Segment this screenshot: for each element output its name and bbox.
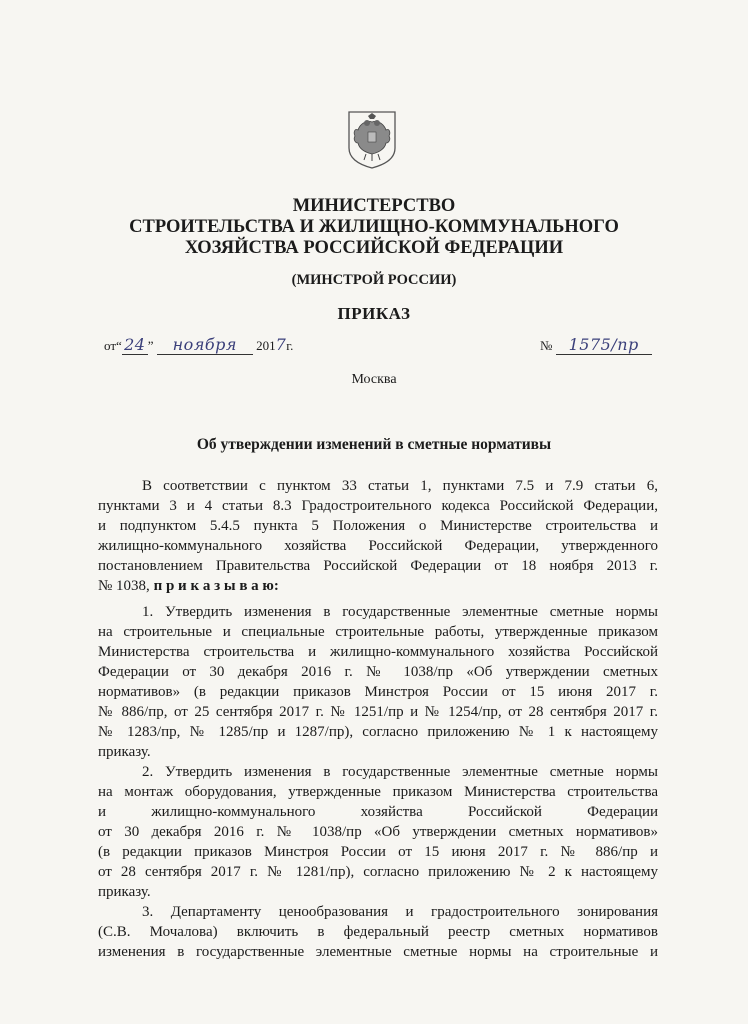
item-line: 2. Утвердить изменения в государственные элементные сметные нормы bbox=[142, 764, 658, 780]
ministry-line: ХОЗЯЙСТВА РОССИЙСКОЙ ФЕДЕРАЦИИ bbox=[184, 238, 564, 258]
preamble-last-start: № 1038, bbox=[98, 578, 150, 594]
date-day-field bbox=[122, 335, 148, 355]
preamble bbox=[98, 476, 658, 596]
item-line: 1. Утвердить изменения в государственные элементные сметные нормы bbox=[142, 604, 658, 620]
coat-of-arms-emblem-icon bbox=[346, 108, 398, 170]
preamble-last-line bbox=[98, 576, 658, 596]
order-subject: Об утверждении изменений в сметные нормативы bbox=[196, 436, 552, 453]
item-line: на строительные и специальные строительные работы, утвержденные приказом bbox=[98, 624, 658, 640]
ministry-line: СТРОИТЕЛЬСТВА И ЖИЛИЩНО-КОММУНАЛЬНОГО bbox=[129, 217, 619, 237]
item-line: Министерства строительства и жилищно-коммунального хозяйства Российской bbox=[98, 644, 658, 660]
order-verb: п р и к а з ы в а ю: bbox=[153, 578, 279, 594]
document-type: ПРИКАЗ bbox=[337, 304, 411, 323]
item-line: и жилищно-коммунального хозяйства Российской Федерации bbox=[98, 804, 658, 820]
item-line: (в редакции приказов Минстроя России от 15 июня 2017 г. № 886/пр и bbox=[98, 844, 658, 860]
order-number bbox=[540, 335, 652, 355]
ministry-line: МИНИСТЕРСТВО bbox=[292, 196, 456, 216]
item-line: приказу. bbox=[98, 744, 151, 760]
preamble-line: и подпунктом 5.4.5 пункта 5 Положения о Министерстве строительства и bbox=[98, 518, 658, 534]
preamble-line: постановлением Правительства Российской Федерации от 18 ноября 2013 г. bbox=[98, 558, 658, 574]
number-value: 1575/пр bbox=[568, 335, 639, 354]
item-line: от 28 сентября 2017 г. № 1281/пр), согласно приложению № 2 к настоящему bbox=[98, 864, 658, 880]
preamble-line: В соответствии с пунктом 33 статьи 1, пунктами 7.5 и 7.9 статьи 6, bbox=[142, 478, 658, 494]
date-month-field bbox=[157, 335, 253, 355]
date-quote-open: “ bbox=[116, 338, 122, 353]
date-quote-close: ” bbox=[147, 338, 154, 353]
number-prefix: № bbox=[540, 338, 553, 353]
date-month: ноября bbox=[172, 335, 238, 354]
number-field bbox=[556, 335, 652, 355]
item-line: Федерации от 30 декабря 2016 г. № 1038/пр «Об утверждении сметных bbox=[98, 664, 658, 680]
item-line: на монтаж оборудования, утвержденные приказом Министерства строительства bbox=[98, 784, 658, 800]
item-line: № 1283/пр, № 1285/пр и 1287/пр), согласно приложению № 1 к настоящему bbox=[98, 724, 658, 740]
date-suffix: г. bbox=[286, 338, 294, 353]
item-2 bbox=[98, 762, 658, 902]
item-line: изменения в государственные элементные сметные нормы на строительные и bbox=[98, 944, 658, 960]
item-line: нормативов» (в редакции приказов Минстроя России от 15 июня 2017 г. bbox=[98, 684, 658, 700]
ministry-name bbox=[0, 196, 748, 259]
order-date bbox=[104, 335, 293, 355]
city: Москва bbox=[351, 372, 397, 387]
date-year-printed: 201 bbox=[256, 338, 276, 353]
ministry-short-name: (МИНСТРОЙ РОССИИ) bbox=[291, 272, 457, 288]
preamble-line: жилищно-коммунального хозяйства Российской Федерации, утвержденного bbox=[98, 538, 658, 554]
item-line: от 30 декабря 2016 г. № 1038/пр «Об утверждении сметных нормативов» bbox=[98, 824, 658, 840]
date-prefix: от bbox=[104, 338, 117, 353]
date-year-hand: 7 bbox=[275, 335, 287, 354]
item-3 bbox=[98, 902, 658, 962]
item-line: № 886/пр, от 25 сентября 2017 г. № 1251/пр и № 1254/пр, от 28 сентября 2017 г. bbox=[98, 704, 658, 720]
preamble-line: пунктами 3 и 4 статьи 8.3 Градостроительного кодекса Российской Федерации, bbox=[98, 498, 658, 514]
item-line: приказу. bbox=[98, 884, 151, 900]
item-line: (С.В. Мочалова) включить в федеральный реестр сметных нормативов bbox=[98, 924, 658, 940]
date-day: 24 bbox=[124, 335, 146, 354]
item-line: 3. Департаменту ценообразования и градостроительного зонирования bbox=[142, 904, 658, 920]
item-1 bbox=[98, 602, 658, 762]
